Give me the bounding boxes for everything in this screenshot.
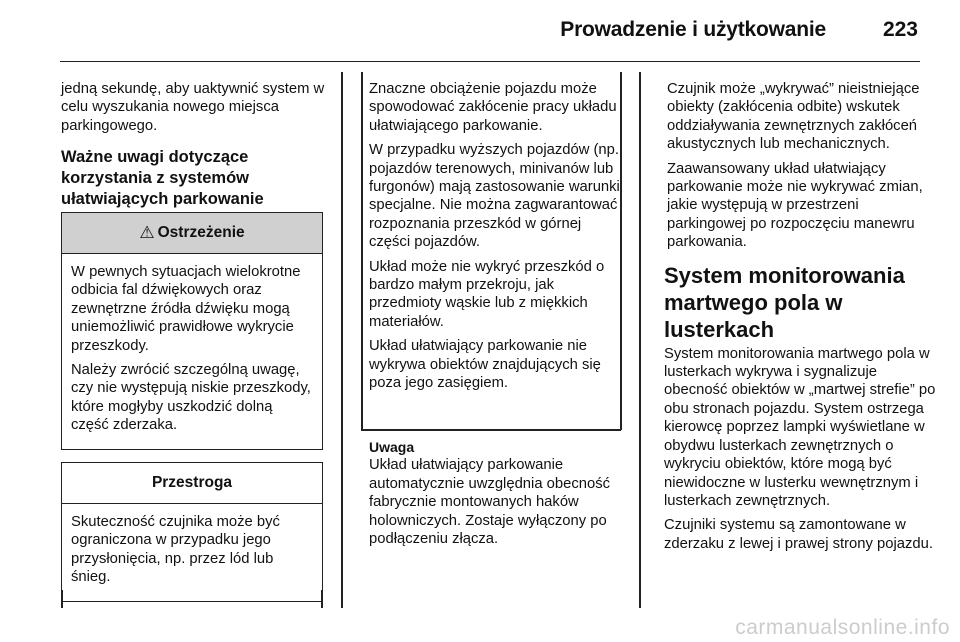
caution-paragraph: Skuteczność czujnika może być ograniczona w przypadku jego przysłonięcia, np. przez lód lub śnieg. xyxy=(71,514,280,586)
col2-paragraph-4: Układ ułatwiający parkowanie nie wykrywa obiektów znajdujących się poza jego zasięgiem. xyxy=(369,338,601,392)
column-3 xyxy=(664,80,936,559)
warning-box-header xyxy=(62,213,322,254)
col3-paragraph-3: System monitorowania martwego pola w lusterkach wykrywa i sygnalizuje obecność obiektów w „martwej strefie” po obu stronach pojazdu. System ostrzega kierowcę poprzez lampki wyświetlane w obydwu lusterkach zewnętrznych o wykryciu obiektów, które mogą być niewidoczne w lusterku wewnętrznym i lusterkach zewnętrznych. xyxy=(664,345,936,509)
column-1 xyxy=(61,80,329,219)
column-2 xyxy=(369,80,625,399)
col3-paragraph-2: Zaawansowany układ ułatwiający parkowanie może nie wykrywać zmian, jakie występują w przestrzeni parkingowej po rozpoczęciu manewru parkowania. xyxy=(667,160,923,251)
warning-box xyxy=(61,212,323,450)
warning-title: Ostrzeżenie xyxy=(157,223,245,241)
column-3-left-rule xyxy=(639,72,641,608)
column-2-left-rule xyxy=(341,72,343,608)
column-2-box-bottom-rule xyxy=(361,429,621,431)
col2-paragraph-1: Znaczne obciążenie pojazdu może spowodować zakłócenie pracy układu ułatwiającego parkowanie. xyxy=(369,81,617,134)
page-number: 223 xyxy=(882,18,918,41)
caution-title: Przestroga xyxy=(151,473,233,491)
watermark: carmanualsonline.info xyxy=(735,616,950,639)
warning-paragraph-2: Należy zwrócić szczególną uwagę, czy nie występują niskie przeszkody, które mogłyby uszkodzić dolną część zderzaka. xyxy=(71,362,311,434)
header-divider xyxy=(60,61,920,62)
section-heading: System monitorowania martwego pola w lusterkach xyxy=(664,262,905,342)
note-text: Układ ułatwiający parkowanie automatycznie uwzględnia obecność fabrycznie montowanych haków holowniczych. Zostaje wyłączony po podłączeniu złącza. xyxy=(369,457,611,548)
header-title: Prowadzenie i użytkowanie xyxy=(560,18,826,41)
section-subheading: Ważne uwagi dotyczące korzystania z systemów ułatwiających parkowanie xyxy=(61,148,264,209)
caution-box-body xyxy=(62,504,322,601)
note-label: Uwaga xyxy=(369,439,415,455)
caution-box-header xyxy=(62,463,322,504)
caution-box-right-rule xyxy=(321,590,323,608)
col3-paragraph-1: Czujnik może „wykrywać” nieistniejące obiekty (zakłócenia odbite) wskutek oddziaływania zewnętrznych zakłóceń akustycznych lub mechanicznych. xyxy=(667,81,920,153)
col2-paragraph-3: Układ może nie wykryć przeszkód o bardzo małym przekroju, jak przedmioty wąskie lub z miękkich materiałów. xyxy=(369,258,605,330)
caution-box-left-rule xyxy=(61,590,63,608)
warning-box-body xyxy=(62,254,322,449)
col2-paragraph-2: W przypadku wyższych pojazdów (np. pojazdów terenowych, minivanów lub furgonów) mają zastosowanie warunki specjalne. Nie można zagwarantować rozpoznania przeszkód w górnej części pojazdów. xyxy=(369,142,620,251)
intro-paragraph: jedną sekundę, aby uaktywnić system w celu wyszukania nowego miejsca parkingowego. xyxy=(61,81,325,134)
col3-paragraph-4: Czujniki systemu są zamontowane w zderzaku z lewej i prawej strony pojazdu. xyxy=(664,517,933,552)
note-block xyxy=(369,438,625,548)
caution-box xyxy=(61,462,323,602)
column-2-box-inner-left-rule xyxy=(361,72,363,430)
warning-paragraph-1: W pewnych sytuacjach wielokrotne odbicia fal dźwiękowych oraz zewnętrzne źródła dźwięku mogą uniemożliwić prawidłowe wykrycie przeszkody. xyxy=(71,264,301,354)
warning-triangle-icon: ⚠ xyxy=(139,222,155,242)
